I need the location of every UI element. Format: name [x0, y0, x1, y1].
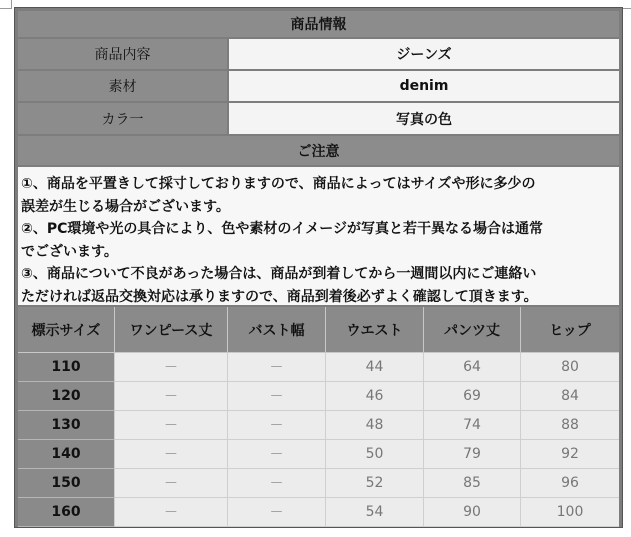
- table-cell: 44: [326, 353, 424, 382]
- table-cell: 90: [424, 498, 521, 527]
- table-row: [18, 382, 619, 411]
- table-cell: －: [228, 440, 326, 469]
- size-cell: 120: [18, 382, 115, 411]
- product-content-label: 商品内容: [18, 39, 227, 69]
- table-cell: －: [115, 353, 228, 382]
- product-content-row: [18, 39, 619, 69]
- table-cell: 92: [521, 440, 619, 469]
- table-row: [18, 411, 619, 440]
- size-cell: 160: [18, 498, 115, 527]
- column-header-size: 標示サイズ: [18, 307, 115, 353]
- table-cell: 84: [521, 382, 619, 411]
- table-cell: 64: [424, 353, 521, 382]
- color-row: [18, 103, 619, 134]
- table-row: [18, 498, 619, 527]
- notice-line: ただければ返品交換対応は承りますので、商品到着後必ずよく確認して頂きます。: [21, 288, 538, 305]
- table-cell: 88: [521, 411, 619, 440]
- color-label: カラ一: [18, 103, 227, 134]
- table-cell: －: [115, 498, 228, 527]
- table-cell: 100: [521, 498, 619, 527]
- table-cell: 74: [424, 411, 521, 440]
- size-table: [18, 307, 619, 527]
- column-header-waist: ウエスト: [326, 307, 424, 353]
- table-cell: －: [228, 382, 326, 411]
- table-cell: 80: [521, 353, 619, 382]
- table-cell: －: [228, 411, 326, 440]
- table-cell: 69: [424, 382, 521, 411]
- table-cell: 52: [326, 469, 424, 498]
- notice-line: ③、商品について不良があった場合は、商品が到着してから一週間以内にご連絡い: [21, 266, 537, 282]
- notice-header: [18, 136, 619, 165]
- table-row: [18, 440, 619, 469]
- notice-title: ご注意: [297, 143, 340, 160]
- column-header-bust: バスト幅: [228, 307, 326, 353]
- corner-mark-vertical: [11, 0, 12, 9]
- size-cell: 150: [18, 469, 115, 498]
- column-header-pants-length: パンツ丈: [424, 307, 521, 353]
- size-cell: 130: [18, 411, 115, 440]
- size-cell: 110: [18, 353, 115, 382]
- table-cell: －: [228, 498, 326, 527]
- material-value: denim: [229, 71, 619, 101]
- table-cell: 96: [521, 469, 619, 498]
- table-cell: －: [115, 469, 228, 498]
- table-cell: 46: [326, 382, 424, 411]
- column-header-hip: ヒップ: [521, 307, 619, 353]
- table-cell: －: [115, 411, 228, 440]
- notice-line: でございます。: [21, 243, 118, 260]
- product-info-sheet: [14, 7, 623, 528]
- color-value: 写真の色: [229, 103, 619, 134]
- size-table-header-row: [18, 307, 619, 353]
- table-cell: 50: [326, 440, 424, 469]
- table-cell: －: [115, 382, 228, 411]
- table-cell: －: [115, 440, 228, 469]
- table-cell: 48: [326, 411, 424, 440]
- material-row: [18, 71, 619, 101]
- product-info-header: [18, 11, 619, 37]
- notice-body: [18, 167, 619, 305]
- material-label: 素材: [18, 71, 227, 101]
- product-content-value: ジーンズ: [229, 39, 619, 69]
- notice-line: 誤差が生じる場合がございます。: [21, 198, 230, 215]
- table-cell: 79: [424, 440, 521, 469]
- column-header-dress-length: ワンピース丈: [115, 307, 228, 353]
- notice-line: ②、PC環境や光の具合により、色や素材のイメージが写真と若干異なる場合は通常: [21, 221, 543, 237]
- table-cell: 54: [326, 498, 424, 527]
- notice-line: ①、商品を平置きして採寸しておりますので、商品によってはサイズや形に多少の: [21, 176, 536, 192]
- table-row: [18, 353, 619, 382]
- product-info-title: 商品情報: [290, 17, 347, 33]
- table-cell: 85: [424, 469, 521, 498]
- table-cell: －: [228, 353, 326, 382]
- table-cell: －: [228, 469, 326, 498]
- size-cell: 140: [18, 440, 115, 469]
- table-row: [18, 469, 619, 498]
